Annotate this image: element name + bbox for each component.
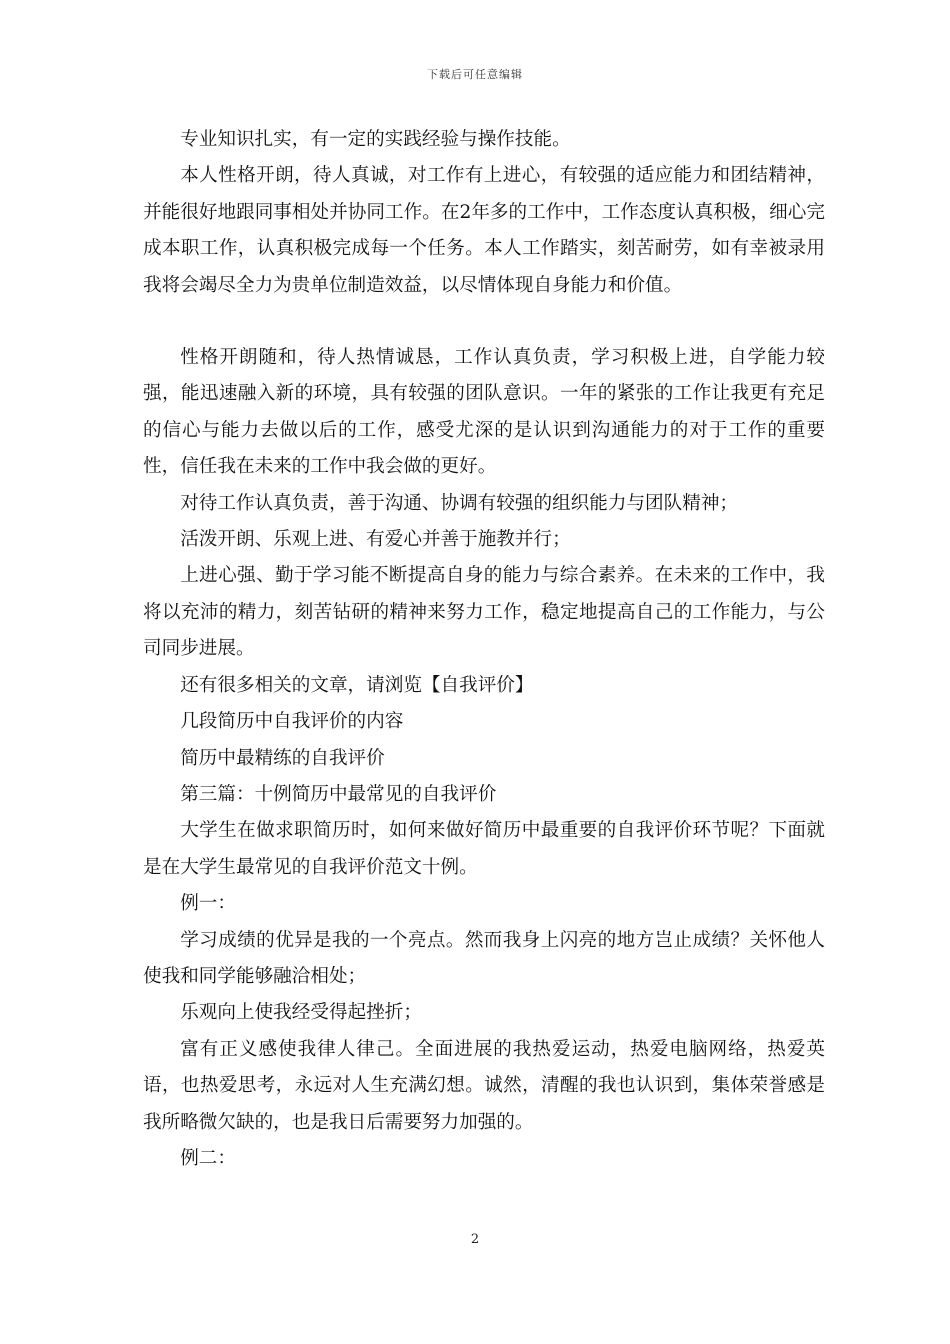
example-heading: 例二： — [180, 1147, 236, 1169]
paragraph: 富有正义感使我律人律己。全面进展的我热爱运动，热爱电脑网络，热爱英语，也热爱思考，永远对人生充满幻想。诚然，清醒的我也认识到，集体荣誉感是我所略微欠缺的，也是我日后需要努力加强的。 — [143, 1038, 825, 1133]
related-articles-link: 还有很多相关的文章，请浏览【自我评价】 — [180, 674, 534, 696]
document-body — [143, 122, 825, 1177]
paragraph: 活泼开朗、乐观上进、有爱心并善于施教并行； — [180, 529, 571, 551]
paragraph: 对待工作认真负责，善于沟通、协调有较强的组织能力与团队精神； — [180, 492, 739, 514]
example-heading: 例一： — [180, 893, 236, 915]
paragraph: 几段简历中自我评价的内容 — [180, 711, 404, 733]
paragraph: 学习成绩的优异是我的一个亮点。然而我身上闪亮的地方岂止成绩？关怀他人使我和同学能够融洽相处； — [143, 929, 825, 987]
paragraph: 本人性格开朗，待人真诚，对工作有上进心，有较强的适应能力和团结精神，并能很好地跟同事相处并协同工作。在2年多的工作中，工作态度认真积极，细心完成本职工作，认真积极完成每一个任务。本人工作踏实，刻苦耐劳，如有幸被录用我将会竭尽全力为贵单位制造效益，以尽情体现自身能力和价值。 — [143, 165, 825, 296]
paragraph: 专业知识扎实，有一定的实践经验与操作技能。 — [180, 129, 571, 150]
page-header: 下载后可任意编辑 — [427, 68, 523, 81]
paragraph: 乐观向上使我经受得起挫折； — [180, 1002, 422, 1024]
paragraph: 大学生在做求职简历时，如何来做好简历中最重要的自我评价环节呢？下面就是在大学生最常见的自我评价范文十例。 — [143, 820, 825, 878]
page-number: 2 — [470, 1232, 480, 1247]
paragraph: 简历中最精练的自我评价 — [180, 747, 385, 769]
section-heading: 第三篇：十例简历中最常见的自我评价 — [180, 783, 497, 805]
paragraph: 性格开朗随和，待人热情诚恳，工作认真负责，学习积极上进，自学能力较强，能迅速融入新的环境，具有较强的团队意识。一年的紧张的工作让我更有充足的信心与能力去做以后的工作，感受尤深的是认识到沟通能力的对于工作的重要性，信任我在未来的工作中我会做的更好。 — [143, 347, 825, 478]
paragraph: 上进心强、勤于学习能不断提高自身的能力与综合素养。在未来的工作中，我将以充沛的精力，刻苦钻研的精神来努力工作，稳定地提高自己的工作能力，与公司同步进展。 — [143, 565, 825, 660]
